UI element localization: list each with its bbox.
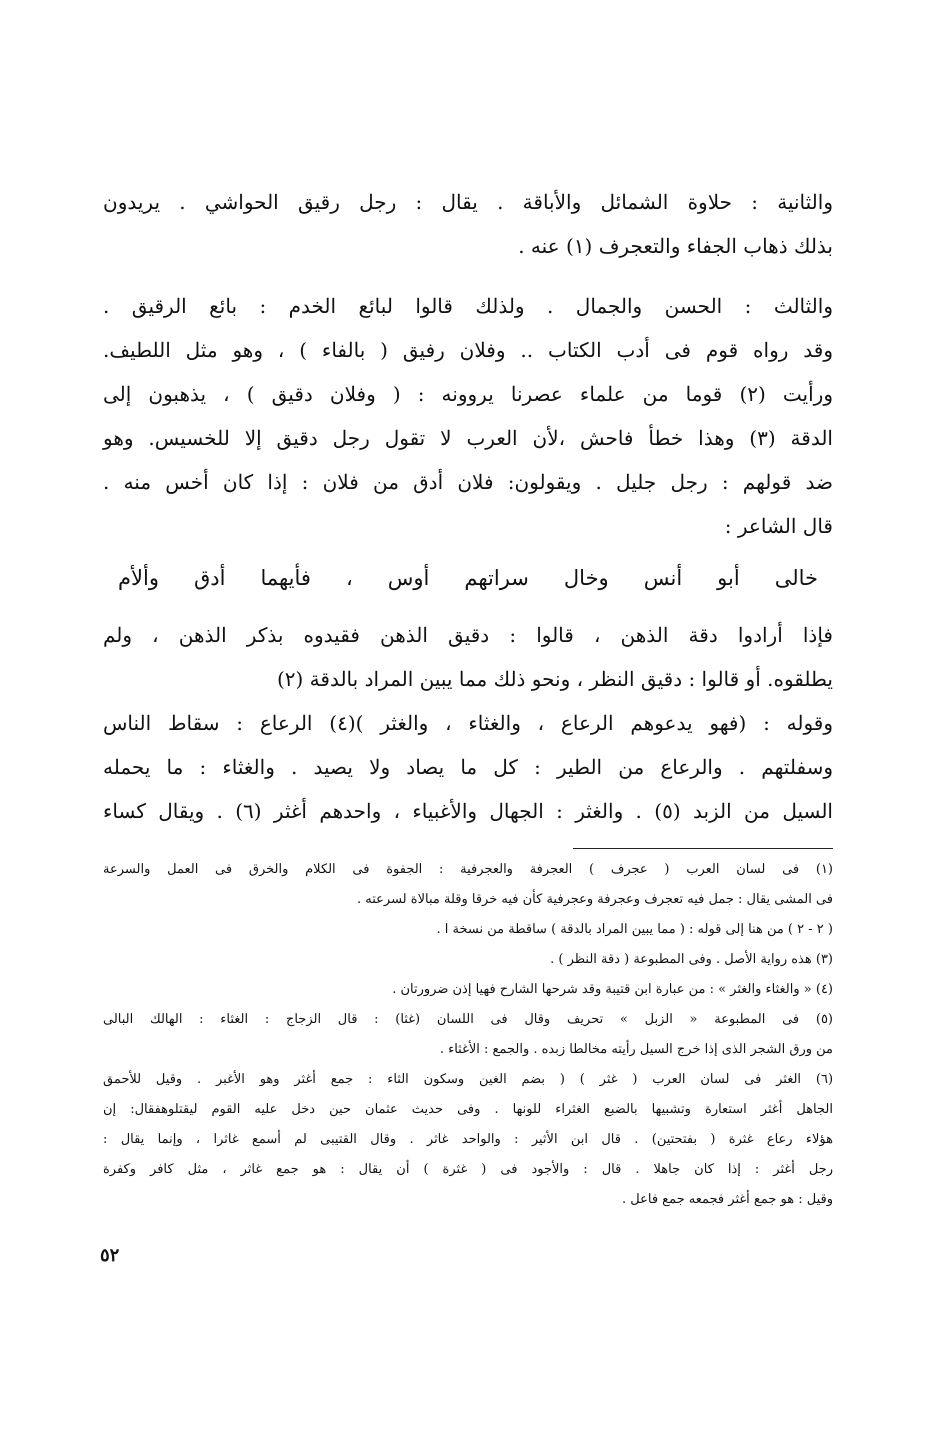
footnote-line: فى المشى يقال : جمل فيه تعجرف وعجرفة وعجرفية كأن فيه خرقا وقلة مبالاة لسرعته . [357, 892, 833, 907]
poetry-verse: خالى أبو أنس وخال سراتهم أوس ، فأيهما أدق وألأم [118, 566, 818, 590]
footnote-line: رجل أغثر : إذا كان جاهلا . قال : والأجود فى ( غثرة ) أن يقال : هو جمع غاثر ، مثل كافر وكفرة [103, 1162, 833, 1177]
text-line: والثالث : الحسن والجمال . ولذلك قالوا لبائع الخدم : بائع الرقيق . [103, 294, 833, 318]
footnote-line: (٣) هذه رواية الأصل . وفى المطبوعة ( دقة النظر ) . [550, 952, 833, 967]
text-line: وسفلتهم . والرعاع من الطير : كل ما يصاد ولا يصيد . والغثاء : ما يحمله [103, 755, 833, 779]
footnotes [103, 862, 833, 1222]
text-line: قال الشاعر : [724, 514, 833, 538]
text-line: وقد رواه قوم فى أدب الكتاب .. وفلان رفيق ( بالفاء ) ، وهو مثل اللطيف. [103, 338, 833, 362]
text-line: بذلك ذهاب الجفاء والتعجرف (١) عنه . [518, 234, 833, 258]
text-line: والثانية : حلاوة الشمائل والأباقة . يقال : رجل رقيق الحواشي . يريدون [103, 190, 833, 214]
text-line: وقوله : (فهو يدعوهم الرعاع ، والغثاء ، والغثر )(٤) الرعاع : سقاط الناس [103, 711, 834, 735]
text-line: الدقة (٣) وهذا خطأ فاحش ،لأن العرب لا تقول رجل دقيق إلا للخسيس. وهو [103, 426, 833, 450]
footnote-line: (٤) « والغثاء والغثر » : من عبارة ابن قتيبة وقد شرحها الشارح فهيا إذن ضرورتان . [392, 982, 833, 997]
paragraph-rabble [103, 712, 833, 844]
paragraph-third [103, 295, 833, 559]
text-line: يطلقوه. أو قالوا : دقيق النظر ، ونحو ذلك مما يبين المراد بالدقة (٢) [276, 667, 833, 691]
page-number: ٥٢ [100, 1245, 120, 1266]
footnote-line: (٦) الغثر فى لسان العرب ( غثر ) ( بضم الغين وسكون الثاء : جمع أغثر وهو الأغبر . وقيل للأحمق [103, 1072, 834, 1087]
text-line: ضد قولهم : رجل جليل . ويقولون: فلان أدق من فلان : إذا كان أخس منه . [103, 470, 833, 494]
text-line: ورأيت (٢) قوما من علماء عصرنا يروونه : ( وفلان دقيق ) ، يذهبون إلى [103, 382, 833, 406]
footnote-line: وقيل : هو جمع أغثر فجمعه جمع فاعل . [622, 1192, 833, 1207]
footnote-line: هؤلاء رعاع غثرة ( بفتحتين) . قال ابن الأثير : والواحد غاثر . وقال القتيبى لم أسمع غاثرا ، وإنما يقال : [103, 1132, 833, 1147]
footnote-line: (١) فى لسان العرب ( عجرف ) العجرفة والعجرفية : الجفوة فى الكلام والخرق فى العمل والسرعة [103, 862, 833, 877]
paragraph-second [103, 191, 833, 279]
footnote-line: (٥) فى المطبوعة « الزبل » تحريف وقال فى اللسان (غثا) : قال الزجاج : الغثاء : الهالك البالى [103, 1012, 833, 1027]
footnote-line: ( ٢ - ٢ ) من هنا إلى قوله : ( مما يبين المراد بالدقة ) ساقطة من نسخة ا . [436, 922, 833, 937]
text-line: السيل من الزبد (٥) . والغثر : الجهال والأغبياء ، واحدهم أغثر (٦) . ويقال كساء [103, 799, 833, 823]
footnote-line: الجاهل أغثر استعارة وتشبيها بالضبع الغثراء للونها . وفى حديث عثمان حين دخل عليه القوم ليقتلوهفقال: إن [103, 1102, 833, 1117]
text-line: فإذا أرادوا دقة الذهن ، قالوا : دقيق الذهن فقيدوه بذكر الذهن ، ولم [103, 623, 833, 647]
footnote-line: من ورق الشجر الذى إذا خرج السيل رأيته مخالطا زبده . والجمع : الأغثاء . [439, 1042, 833, 1057]
footnote-divider [573, 848, 833, 849]
paragraph-mind [103, 624, 833, 712]
